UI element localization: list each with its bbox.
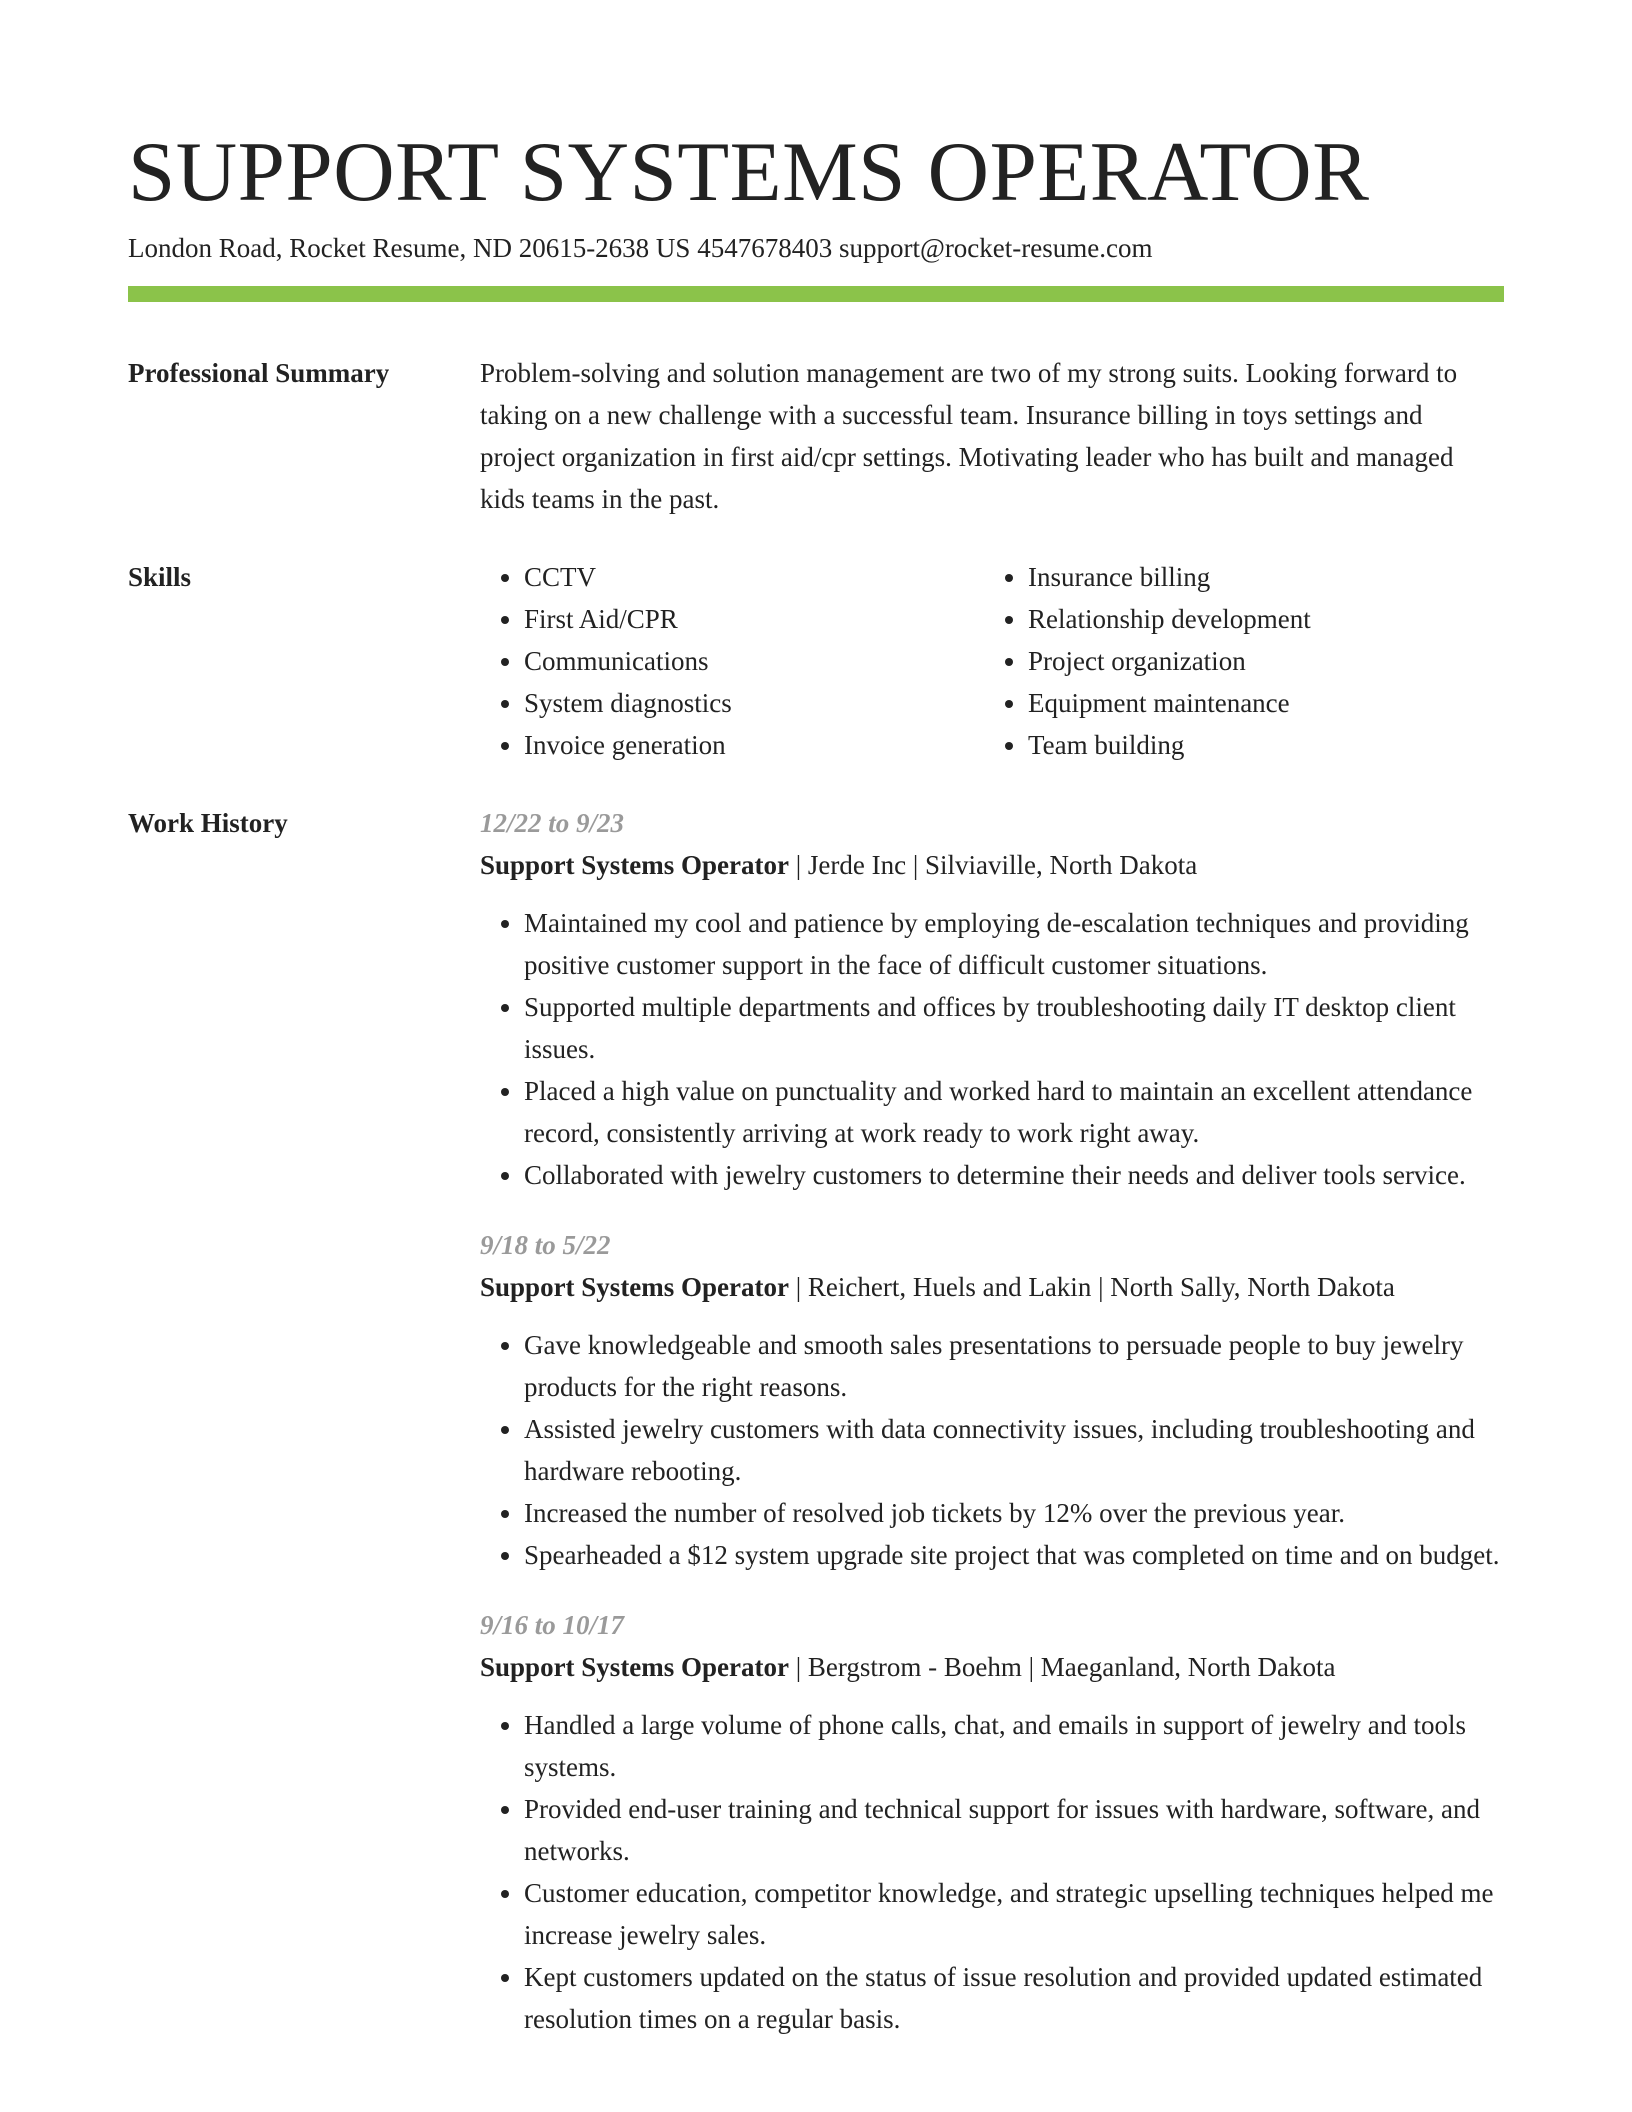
job-header xyxy=(480,1266,1504,1308)
work-history-content xyxy=(480,802,1504,2068)
job-bullet: • Spearheaded a $12 system upgrade site project that was completed on time and on budget. xyxy=(524,1534,1504,1576)
job-entry xyxy=(480,1224,1504,1576)
summary-section xyxy=(128,352,1504,520)
skill-item: • First Aid/CPR xyxy=(524,598,984,640)
skill-item: • Relationship development xyxy=(1028,598,1498,640)
summary-label: Professional Summary xyxy=(128,358,390,388)
job-header xyxy=(480,1646,1504,1688)
job-bullet: • Increased the number of resolved job tickets by 12% over the previous year. xyxy=(524,1492,1504,1534)
job-bullet: • Kept customers updated on the status of issue resolution and provided updated estimated resolution times on a regular basis. xyxy=(524,1956,1504,2040)
skill-item: • CCTV xyxy=(524,556,984,598)
job-bullet: • Assisted jewelry customers with data connectivity issues, including troubleshooting and hardware rebooting. xyxy=(524,1408,1504,1492)
job-entry xyxy=(480,1604,1504,2040)
job-bullet: • Supported multiple departments and offices by troubleshooting daily IT desktop client issues. xyxy=(524,986,1504,1070)
skills-section xyxy=(128,556,1504,766)
skill-item: • Communications xyxy=(524,640,984,682)
resume-name: SUPPORT SYSTEMS OPERATOR xyxy=(128,125,1370,219)
job-details: | Reichert, Huels and Lakin | North Sally, North Dakota xyxy=(789,1272,1395,1302)
skill-item: • System diagnostics xyxy=(524,682,984,724)
job-bullet: • Collaborated with jewelry customers to determine their needs and deliver tools service. xyxy=(524,1154,1504,1196)
skills-columns xyxy=(480,556,1504,766)
job-title: Support Systems Operator xyxy=(480,850,789,880)
job-bullet: • Provided end-user training and technical support for issues with hardware, software, and networks. xyxy=(524,1788,1504,1872)
skill-item: • Project organization xyxy=(1028,640,1498,682)
job-title: Support Systems Operator xyxy=(480,1272,789,1302)
job-dates: 9/16 to 10/17 xyxy=(480,1610,625,1640)
job-bullets xyxy=(480,1324,1504,1576)
job-details: | Jerde Inc | Silviaville, North Dakota xyxy=(789,850,1198,880)
work-history-section xyxy=(128,802,1504,2068)
skill-item: • Insurance billing xyxy=(1028,556,1498,598)
job-bullet: • Gave knowledgeable and smooth sales presentations to persuade people to buy jewelry products for the right reasons. xyxy=(524,1324,1504,1408)
job-bullet: • Placed a high value on punctuality and worked hard to maintain an excellent attendance record, consistently arriving at work ready to work right away. xyxy=(524,1070,1504,1154)
skills-list-right xyxy=(984,556,1498,766)
job-dates: 9/18 to 5/22 xyxy=(480,1230,611,1260)
skill-item: • Team building xyxy=(1028,724,1498,766)
job-bullet: • Maintained my cool and patience by employing de-escalation techniques and providing positive customer support in the face of difficult customer situations. xyxy=(524,902,1504,986)
job-details: | Bergstrom - Boehm | Maeganland, North Dakota xyxy=(789,1652,1336,1682)
job-bullets xyxy=(480,902,1504,1196)
job-dates: 12/22 to 9/23 xyxy=(480,808,625,838)
job-title: Support Systems Operator xyxy=(480,1652,789,1682)
work-history-label: Work History xyxy=(128,808,288,838)
job-entry xyxy=(480,802,1504,1196)
job-bullets xyxy=(480,1704,1504,2040)
skill-item: • Invoice generation xyxy=(524,724,984,766)
job-bullet: • Handled a large volume of phone calls, chat, and emails in support of jewelry and tools systems. xyxy=(524,1704,1504,1788)
skills-list-left xyxy=(480,556,984,766)
resume-page xyxy=(128,0,1504,2068)
skills-label: Skills xyxy=(128,562,192,592)
job-header xyxy=(480,844,1504,886)
skill-item: • Equipment maintenance xyxy=(1028,682,1498,724)
summary-text: Problem-solving and solution management are two of my strong suits. Looking forward to taking on a new challenge with a successful team. Insurance billing in toys settings and project organization in first aid/cpr settings. Motivating leader who has built and managed kids teams in the past. xyxy=(480,358,1458,514)
job-bullet: • Customer education, competitor knowledge, and strategic upselling techniques helped me increase jewelry sales. xyxy=(524,1872,1504,1956)
contact-line: London Road, Rocket Resume, ND 20615-2638 US 4547678403 support@rocket-resume.com xyxy=(128,233,1153,263)
header-divider xyxy=(128,286,1504,302)
